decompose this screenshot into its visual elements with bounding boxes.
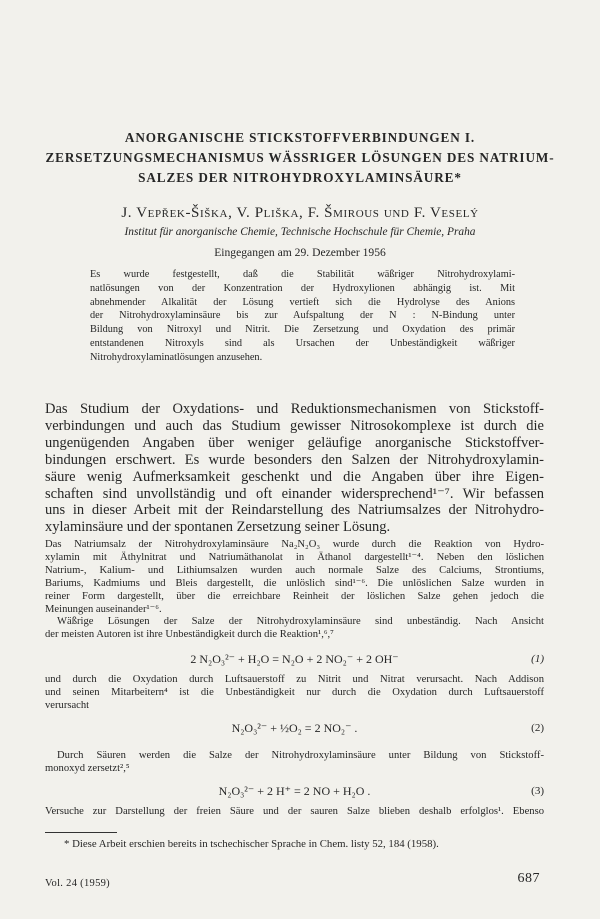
body-line: Natrium-, Kalium- und Lithiumsalzen wurden auch normale Salze des Calciums, Strontiums, (45, 564, 544, 576)
paragraph-1 (45, 539, 544, 616)
authors: J. Vepřek-Šiška, V. Pliška, F. Šmirous und F. Veselý (121, 205, 479, 221)
intro-line: verbindungen und auch das Studium gewisser Nitrosokomplexe ist durch die (45, 417, 544, 434)
equation-1-text: 2 N₂O₃²⁻ + H₂O = N₂O + 2 NO₂⁻ + 2 OH⁻ (190, 652, 399, 666)
abstract-line: Nitrohydroxylaminatlösungen anzusehen. (90, 351, 263, 363)
equation-2 (45, 720, 544, 736)
body-line: verursacht (45, 699, 90, 711)
abstract (90, 268, 515, 365)
body-line: monoxyd zersetzt²,⁵ (45, 762, 130, 774)
body-line: Bariums, Kadmiums und Bleis dargestellt, die unlöslich sind¹⁻⁶. Die unlöslichen Salze wurden in (45, 577, 544, 589)
introduction (45, 401, 544, 536)
volume-label: Vol. 24 (1959) (45, 878, 110, 889)
equation-1-number: (1) (531, 653, 544, 665)
title-line-3: SALZES DER NITROHYDROXYLAMINSÄURE* (138, 170, 462, 185)
intro-line: Das Studium der Oxydations- und Reduktionsmechanismen von Stickstoff- (45, 401, 544, 417)
body-line: Meinungen auseinander¹⁻⁶. (45, 603, 162, 615)
received-date: Eingegangen am 29. Dezember 1956 (214, 246, 386, 259)
title-line-2: ZERSETZUNGSMECHANISMUS WÄSSRIGER LÖSUNGEN DES NATRIUM- (45, 150, 555, 165)
paragraph-4 (45, 750, 544, 776)
equation-1 (45, 651, 544, 667)
equation-3-number: (3) (531, 785, 544, 797)
intro-line: uns in dieser Arbeit mit der Reindarstellung des Natriumsalzes der Nitrohydro- (45, 502, 544, 519)
abstract-line: der Nitrohydroxylaminsäure bis zur Aufspaltung der N : N-Bindung unter (90, 310, 515, 322)
intro-line: xylaminsäure und der spontanen Zersetzung seiner Lösung. (45, 519, 391, 536)
abstract-line: Bildung von Nitroxyl und Nitrit. Die Zersetzung und Oxydation des primär (90, 324, 515, 336)
body-line: reiner Form dargestellt, über die erreichbare Reinheit der löslichen Salze gehen jedoch die (45, 590, 544, 602)
equation-2-text: N₂O₃²⁻ + ½O₂ = 2 NO₂⁻ . (231, 721, 358, 735)
body-line: und durch die Oxydation durch Luftsauerstoff zu Nitrit und Nitrat verursacht. Nach Addison (45, 674, 544, 685)
body-line: und seinen Mitarbeitern⁴ ist die Unbeständigkeit nur durch die Oxydation durch Luftsauerstoff (45, 686, 544, 698)
body-line: der meisten Autoren ist ihre Unbeständigkeit durch die Reaktion¹,⁶,⁷ (45, 628, 334, 640)
intro-line: schaften sind unvollständig und oft einander widersprechend¹⁻⁷. Wir befassen (45, 485, 544, 502)
abstract-line: entstandenen Nitroxyls sind als Ursachen der Unbeständigkeit wäßriger (90, 337, 515, 349)
paragraph-2 (45, 616, 544, 642)
intro-line: säure wenig Aufmerksamkeit geschenkt und die Angaben über ihre Eigen- (45, 468, 544, 485)
page-number: 687 (517, 871, 540, 886)
title-line-1: ANORGANISCHE STICKSTOFFVERBINDUNGEN I. (124, 130, 476, 145)
intro-line: ungenügenden Angaben über weniger geläufige anorganische Stickstoffver- (45, 434, 544, 451)
abstract-line: abnehmender Alkalität der Lösung vertieft sich die Hydrolyse des Anions (90, 296, 515, 308)
footnote: * Diese Arbeit erschien bereits in tschechischer Sprache in Chem. listy 52, 184 (1958). (64, 838, 439, 850)
equation-3 (45, 783, 544, 799)
body-line: Durch Säuren werden die Salze der Nitrohydroxylaminsäure unter Bildung von Stickstoff- (57, 750, 544, 761)
paragraph-3 (45, 674, 544, 713)
abstract-line: natlösungen von der Konzentration der Hydroxylionen abhängig ist. Mit (90, 282, 515, 294)
institute: Institut für anorganische Chemie, Technische Hochschule für Chemie, Praha (124, 226, 476, 238)
body-line: Das Natriumsalz der Nitrohydroxylaminsäure Na₂N₂O₃ wurde durch die Reaktion von Hydro- (45, 539, 544, 550)
body-line: xylamin mit Äthylnitrat und Natriumäthanolat in Äthanol dargestellt¹⁻⁴. Neben den löslichen (45, 551, 544, 563)
body-line: Versuche zur Darstellung der freien Säure und der sauren Salze blieben deshalb erfolglos¹. Ebenso (45, 806, 544, 817)
intro-line: bindungen erschwert. Es wurde besonders den Salzen der Nitrohydroxylamin- (45, 451, 544, 468)
equation-3-text: N₂O₃²⁻ + 2 H⁺ = 2 NO + H₂O . (218, 784, 371, 798)
footnote-rule (45, 832, 117, 833)
abstract-line: Es wurde festgestellt, daß die Stabilität wäßriger Nitrohydroxylami- (90, 269, 515, 280)
equation-2-number: (2) (531, 722, 544, 734)
paragraph-5 (45, 806, 544, 819)
body-line: Wäßrige Lösungen der Salze der Nitrohydroxylaminsäure sind unbeständig. Nach Ansicht (57, 616, 544, 627)
